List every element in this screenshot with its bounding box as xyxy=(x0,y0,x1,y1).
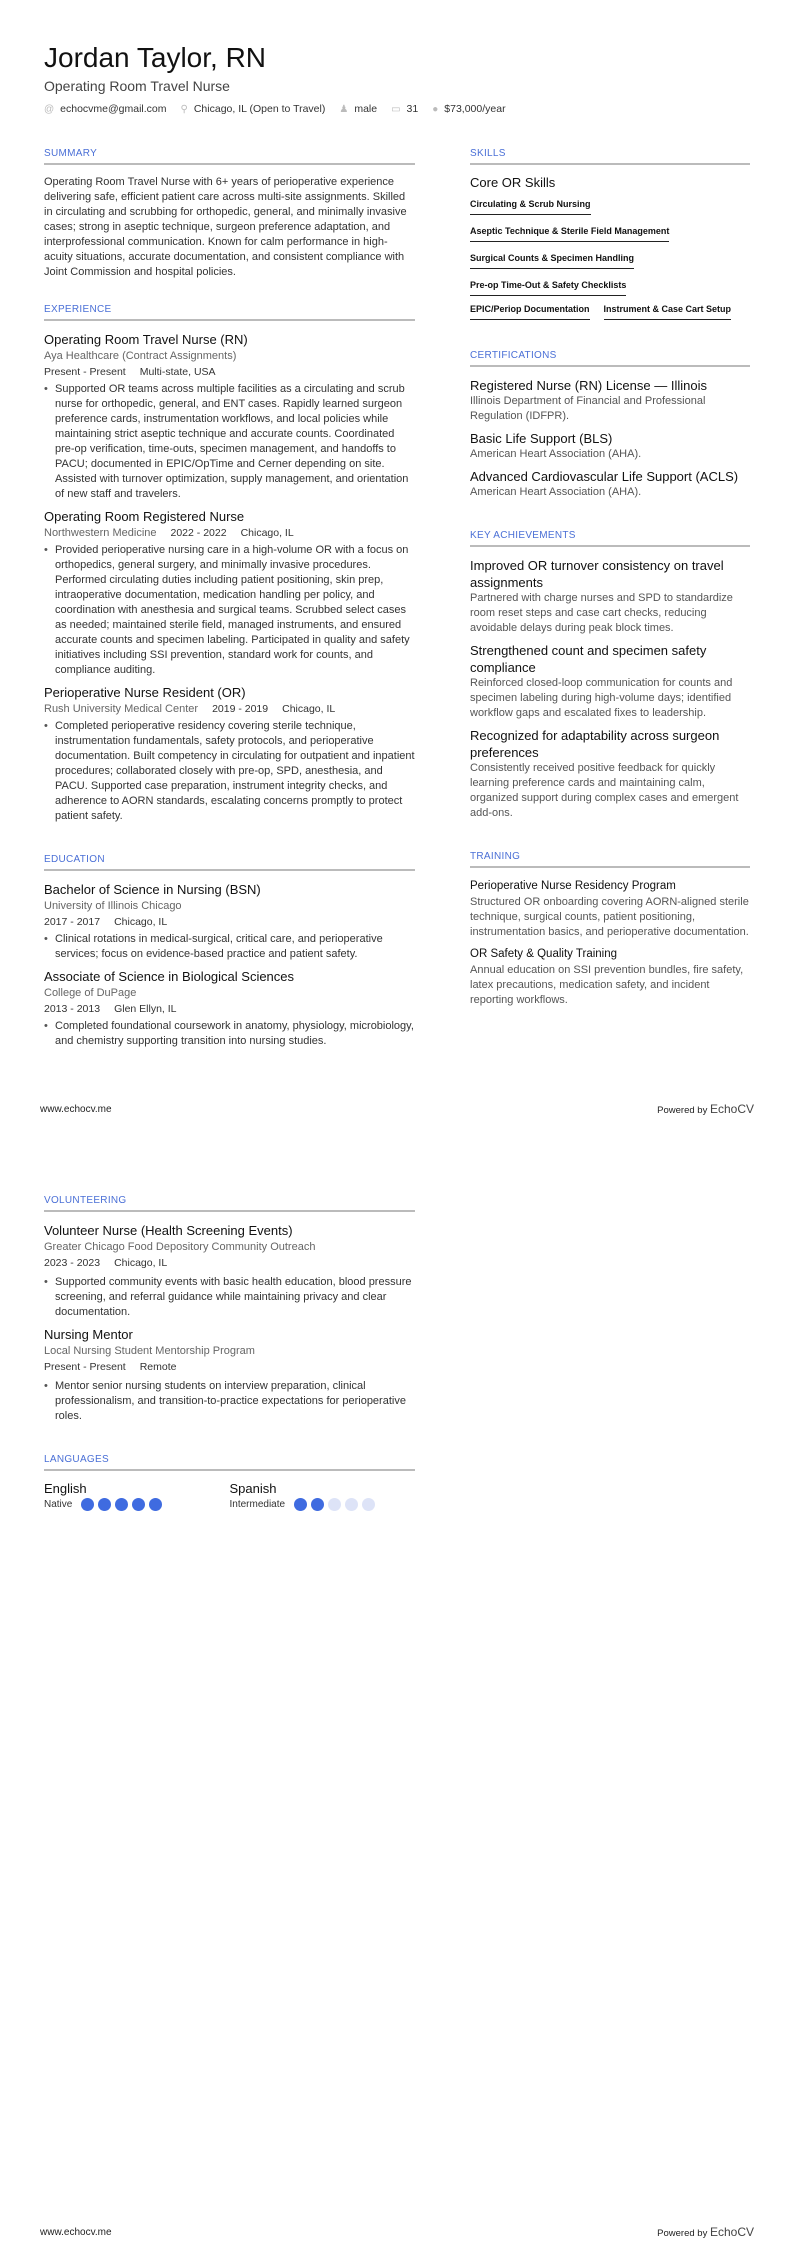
bullet: • Supported community events with basic health education, blood pressure screening, and referral guidance while maintaining privacy and clear documentation. xyxy=(44,1275,415,1320)
organization: Greater Chicago Food Depository Community Outreach xyxy=(44,1241,316,1253)
rating-dots xyxy=(294,1498,375,1511)
footer-powered-by[interactable] xyxy=(657,2225,754,2239)
degree: Bachelor of Science in Nursing (BSN) xyxy=(44,882,261,897)
dates: Present - Present xyxy=(44,1361,126,1373)
summary-text: Operating Room Travel Nurse with 6+ years of perioperative experience delivering safe, efficient patient care across multi-site assignments. Skilled in circulating and scrubbing for orthopedic, general, and minimally invasive cases; strong in aseptic technique, surgeon preference adaptation, and interprofessional communication. Known for calm performance in high-acuity situations, accurate documentation, and consistent compliance with Joint Commission and hospital policies. xyxy=(44,176,407,278)
section-heading: TRAINING xyxy=(470,851,750,868)
location: Chicago, IL xyxy=(240,527,294,539)
rating-dot-empty xyxy=(328,1498,341,1511)
bullet: • Completed perioperative residency covering sterile technique, instrumentation fundamentals, safety protocols, and perioperative documentation. Built competency in circulating for outpatient and inpatient procedures; collaborated closely with pre-op, SPD, anesthesia, and PACU. Supported case preparation, instrument integrity checks, and adherence to AORN standards, escalating concerns promptly to protect patient safety. xyxy=(44,719,415,824)
achievement-title: Strengthened count and specimen safety compliance xyxy=(470,643,707,675)
rating-dot-filled xyxy=(115,1498,128,1511)
footer-site-link[interactable]: www.echocv.me xyxy=(40,1104,112,1115)
rating-dot-filled xyxy=(294,1498,307,1511)
section-heading: EXPERIENCE xyxy=(44,304,415,321)
bullet: • Completed foundational coursework in anatomy, physiology, microbiology, and chemistry supporting transition into nursing studies. xyxy=(44,1019,415,1049)
resume-page-2 xyxy=(0,1123,794,2246)
location: Remote xyxy=(139,1361,177,1373)
bullet: • Clinical rotations in medical-surgical, critical care, and perioperative services; focus on evidence-based practice and patient safety. xyxy=(44,932,415,962)
powered-label: Powered by xyxy=(657,2228,708,2239)
experience-item xyxy=(44,684,415,824)
bullet: • Provided perioperative nursing care in a high-volume OR with a focus on orthopedics, general surgery, and minimally invasive procedures. Performed circulating duties including patient positioning, skin prep, intraoperative documentation, medication handling per policy, and coordination with anesthesia and surgical teams. Scrubbed select cases as needed; maintained sterile field, managed instruments, and ensured accurate counts and specimen labeling. Participated in quality and safety initiatives including SSI prevention, standard work for counts, and compliance auditing. xyxy=(44,543,415,678)
dates: 2013 - 2013 xyxy=(44,1003,101,1015)
volunteer-item xyxy=(44,1326,415,1424)
language-name: English xyxy=(44,1481,87,1496)
brand-logo: EchoCV xyxy=(709,1102,754,1116)
training-section xyxy=(470,851,750,1014)
job-title: Operating Room Travel Nurse (RN) xyxy=(44,332,248,347)
achievement-item xyxy=(470,557,750,636)
rating-dot-filled xyxy=(132,1498,145,1511)
contact-bar xyxy=(44,103,506,115)
dates: Present - Present xyxy=(44,366,126,378)
skill-tag: Circulating & Scrub Nursing xyxy=(470,197,591,215)
calendar-icon: ▭ xyxy=(391,104,401,115)
rating-dot-filled xyxy=(98,1498,111,1511)
certification-item xyxy=(470,430,750,462)
achievement-item xyxy=(470,642,750,721)
cert-name: Registered Nurse (RN) License — Illinois xyxy=(470,378,707,393)
section-heading: EDUCATION xyxy=(44,854,415,871)
school: College of DuPage xyxy=(44,987,137,999)
role-title: Volunteer Nurse (Health Screening Events) xyxy=(44,1223,293,1238)
contact-age: ▭ 31 xyxy=(391,103,419,115)
job-title: Operating Room Registered Nurse xyxy=(44,509,245,524)
location: Chicago, IL xyxy=(282,703,336,715)
training-title: Perioperative Nurse Residency Program xyxy=(470,880,676,892)
section-heading: CERTIFICATIONS xyxy=(470,350,750,367)
contact-gender: ♟ male xyxy=(339,103,378,115)
at-icon: @ xyxy=(44,104,55,115)
achievement-text: Reinforced closed-loop communication for counts and specimen labeling during high-volume days; identified workflow gaps and escalated fixes to leadership. xyxy=(470,677,733,719)
rating-dot-empty xyxy=(362,1498,375,1511)
brand-logo: EchoCV xyxy=(709,2225,754,2239)
right-column xyxy=(470,148,750,1038)
achievement-title: Recognized for adaptability across surgeon preferences xyxy=(470,728,720,760)
location-pin-icon: ⚲ xyxy=(180,104,188,115)
job-title: Operating Room Travel Nurse xyxy=(44,78,230,94)
footer-site-link[interactable]: www.echocv.me xyxy=(40,2227,112,2238)
certification-item xyxy=(470,468,750,500)
cert-issuer: American Heart Association (AHA). xyxy=(470,448,642,460)
skills-section xyxy=(470,148,750,326)
rating-dot-filled xyxy=(81,1498,94,1511)
achievement-text: Partnered with charge nurses and SPD to standardize room reset steps and case cart checks, reducing avoidable delays during peak block times. xyxy=(470,592,733,634)
language-level: Intermediate xyxy=(229,1499,286,1510)
location: Multi-state, USA xyxy=(139,366,216,378)
skill-tag: Instrument & Case Cart Setup xyxy=(604,302,732,320)
experience-section xyxy=(44,304,415,830)
skill-list xyxy=(470,194,750,326)
degree: Associate of Science in Biological Sciences xyxy=(44,969,295,984)
section-heading: LANGUAGES xyxy=(44,1454,415,1471)
company: Northwestern Medicine xyxy=(44,527,157,539)
experience-item xyxy=(44,508,415,678)
dates: 2023 - 2023 xyxy=(44,1257,101,1269)
language-item xyxy=(230,1481,416,1511)
rating-dot-empty xyxy=(345,1498,358,1511)
rating-dots xyxy=(81,1498,162,1511)
location: Glen Ellyn, IL xyxy=(114,1003,177,1015)
cert-name: Advanced Cardiovascular Life Support (ACLS) xyxy=(470,469,739,484)
bullet: • Supported OR teams across multiple facilities as a circulating and scrub nurse for orthopedic, general, and ENT cases. Rapidly learned surgeon preference cards, instrumentation workflows, and local policies while maintaining strict aseptic technique and accurate counts. Coordinated pre-op verification, time-outs, specimen management, and handoffs to PACU; documented in EPIC/OpTime and Cerner depending on site. Assisted with turnover optimization, supply management, and orientation of new staff and travelers. xyxy=(44,382,415,502)
skill-tag: EPIC/Periop Documentation xyxy=(470,302,590,320)
language-level: Native xyxy=(44,1499,73,1510)
left-column xyxy=(44,148,415,1079)
volunteer-item xyxy=(44,1222,415,1320)
location: Chicago, IL xyxy=(114,1257,168,1269)
training-title: OR Safety & Quality Training xyxy=(470,948,618,960)
candidate-name: Jordan Taylor, RN xyxy=(44,42,267,73)
organization: Local Nursing Student Mentorship Program xyxy=(44,1345,255,1357)
experience-item xyxy=(44,331,415,502)
certifications-section xyxy=(470,350,750,506)
section-heading: SKILLS xyxy=(470,148,750,165)
rating-dot-filled xyxy=(311,1498,324,1511)
skill-tag: Aseptic Technique & Sterile Field Management xyxy=(470,224,669,242)
bullet: • Mentor senior nursing students on interview preparation, clinical professionalism, and transition-to-practice expectations for perioperative roles. xyxy=(44,1379,415,1424)
achievements-section xyxy=(470,530,750,827)
education-section xyxy=(44,854,415,1055)
certification-item xyxy=(470,377,750,424)
school: University of Illinois Chicago xyxy=(44,900,182,912)
company: Aya Healthcare (Contract Assignments) xyxy=(44,350,237,362)
skill-tag: Pre-op Time-Out & Safety Checklists xyxy=(470,278,626,296)
training-item xyxy=(470,946,750,1008)
role-title: Nursing Mentor xyxy=(44,1327,133,1342)
achievement-title: Improved OR turnover consistency on travel assignments xyxy=(470,558,724,590)
location: Chicago, IL xyxy=(114,916,168,928)
contact-location: ⚲ Chicago, IL (Open to Travel) xyxy=(180,103,326,115)
contact-email[interactable]: @ echocvme@gmail.com xyxy=(44,103,167,115)
section-heading: KEY ACHIEVEMENTS xyxy=(470,530,750,547)
company: Rush University Medical Center xyxy=(44,703,199,715)
languages-section xyxy=(44,1454,415,1511)
summary-section xyxy=(44,148,415,280)
section-heading: VOLUNTEERING xyxy=(44,1195,415,1212)
powered-label: Powered by xyxy=(657,1105,708,1116)
person-icon: ♟ xyxy=(339,104,349,115)
skill-tag: Surgical Counts & Specimen Handling xyxy=(470,251,634,269)
contact-salary: ● $73,000/year xyxy=(432,103,506,115)
footer-powered-by[interactable] xyxy=(657,1102,754,1116)
education-item xyxy=(44,881,415,962)
training-text: Structured OR onboarding covering AORN-aligned sterile technique, surgical counts, patient positioning, instrumentation basics, and perioperative documentation. xyxy=(470,896,749,938)
education-item xyxy=(44,968,415,1049)
left-column xyxy=(44,1195,415,1535)
cert-name: Basic Life Support (BLS) xyxy=(470,431,613,446)
training-text: Annual education on SSI prevention bundles, fire safety, latex precautions, medication safety, and incident reporting workflows. xyxy=(470,964,744,1006)
dates: 2019 - 2019 xyxy=(212,703,269,715)
language-name: Spanish xyxy=(229,1481,277,1496)
cert-issuer: Illinois Department of Financial and Professional Regulation (IDFPR). xyxy=(470,395,706,422)
training-item xyxy=(470,878,750,940)
section-heading: SUMMARY xyxy=(44,148,415,165)
job-title: Perioperative Nurse Resident (OR) xyxy=(44,685,246,700)
cert-issuer: American Heart Association (AHA). xyxy=(470,486,642,498)
achievement-text: Consistently received positive feedback for quickly learning preference cards and maintaining calm, organized support during complex cases and emergent add-ons. xyxy=(470,762,739,819)
dollar-icon: ● xyxy=(432,104,439,115)
dates: 2022 - 2022 xyxy=(170,527,227,539)
dates: 2017 - 2017 xyxy=(44,916,101,928)
language-item xyxy=(44,1481,230,1511)
volunteering-section xyxy=(44,1195,415,1430)
rating-dot-filled xyxy=(149,1498,162,1511)
achievement-item xyxy=(470,727,750,821)
skill-category: Core OR Skills xyxy=(470,175,556,190)
